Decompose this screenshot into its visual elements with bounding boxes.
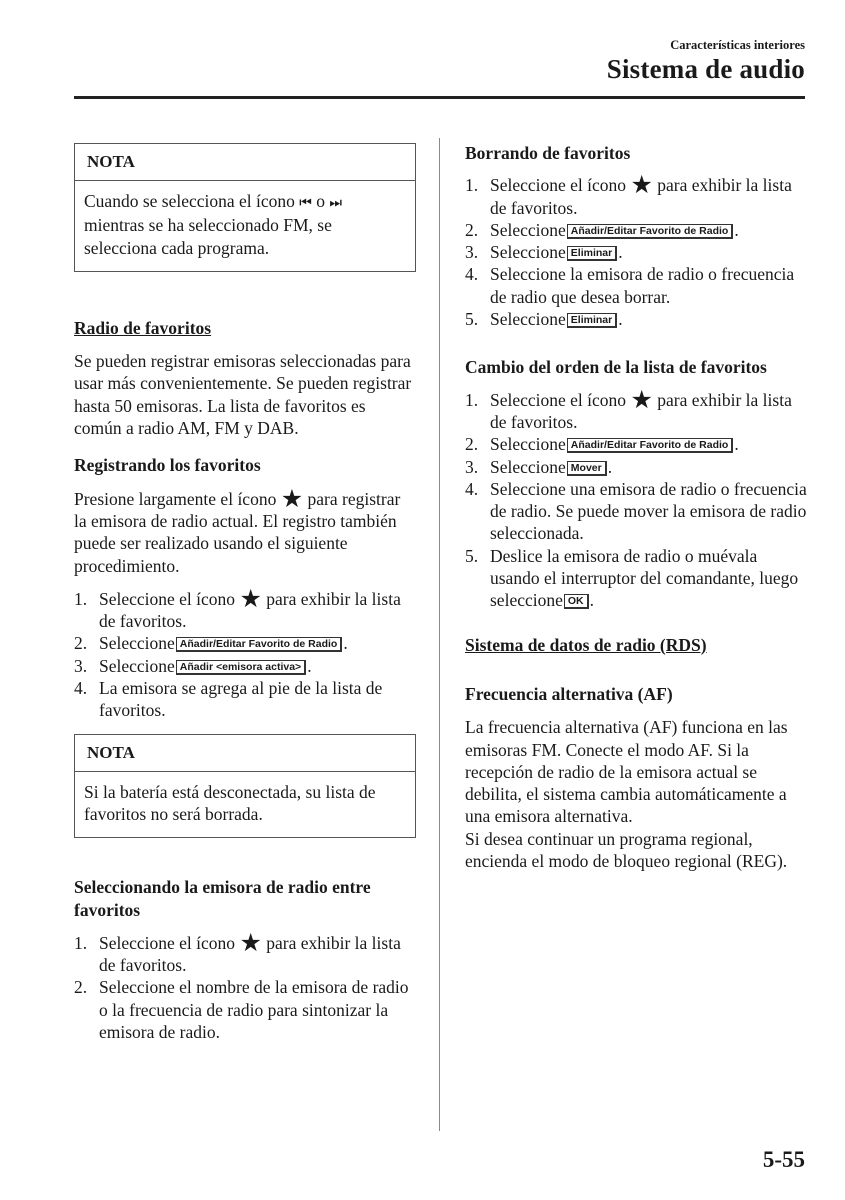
steps-list — [74, 585, 416, 722]
step-number: 2. — [465, 434, 479, 455]
step-number: 2. — [74, 977, 88, 998]
ok-button[interactable]: OK — [564, 594, 589, 609]
step-text: Seleccione — [490, 309, 566, 330]
step-text: . — [343, 633, 348, 654]
right-column — [465, 142, 810, 872]
step-number: 1. — [465, 389, 479, 410]
step-text: Seleccione — [490, 242, 566, 263]
step-number: 5. — [465, 545, 479, 566]
left-column — [74, 143, 416, 1043]
page-title: Sistema de audio — [606, 54, 805, 84]
step-text: . — [307, 655, 312, 676]
step-text: Seleccione el ícono — [490, 175, 627, 196]
star-icon: ★ — [630, 386, 653, 414]
delete-button[interactable]: Eliminar — [567, 246, 617, 261]
delete-button[interactable]: Eliminar — [567, 313, 617, 328]
step-number: 3. — [465, 242, 479, 263]
list-item — [74, 632, 416, 654]
nota-heading: NOTA — [75, 735, 415, 772]
step-text: para exhibir la lista de favoritos. — [490, 175, 792, 218]
subsection-heading: Seleccionando la emisora de radio entre favoritos — [74, 877, 371, 920]
step-text: . — [618, 309, 623, 330]
nota-text: mientras se ha seleccionado FM, se selecciona cada programa. — [84, 215, 332, 258]
step-text: Seleccione — [490, 219, 566, 240]
star-icon: ★ — [630, 172, 653, 200]
step-text: Seleccione la emisora de radio o frecuencia de radio que desea borrar. — [490, 264, 795, 307]
subsection-borrando — [465, 142, 810, 330]
list-item — [465, 308, 810, 330]
step-number: 5. — [465, 309, 479, 330]
star-icon: ★ — [239, 929, 262, 957]
page-number: 5-55 — [762, 1147, 805, 1172]
subsection-cambio — [465, 356, 810, 611]
nota-body — [75, 181, 415, 271]
step-number: 4. — [465, 478, 479, 499]
steps-list — [465, 386, 810, 612]
step-text: Seleccione el ícono — [99, 588, 236, 609]
step-text: . — [734, 219, 739, 240]
step-text: Seleccione el ícono — [490, 389, 627, 410]
step-text: para exhibir la lista de favoritos. — [99, 588, 401, 632]
move-button[interactable]: Mover — [567, 461, 607, 476]
paragraph: Se pueden registrar emisoras seleccionadas para usar más convenientemente. Se pueden registrar hasta 50 emisoras. La lista de favoritos es común a radio AM, FM y DAB. — [74, 351, 412, 439]
subsection-heading: Borrando de favoritos — [465, 143, 631, 163]
nota-box-2 — [74, 734, 416, 839]
step-number: 1. — [465, 175, 479, 196]
section-radio-favoritos — [74, 317, 416, 439]
step-text: . — [607, 456, 613, 477]
text: Presione largamente el ícono — [74, 488, 277, 509]
step-text: Seleccione — [99, 655, 175, 676]
nota-box-1 — [74, 143, 416, 272]
paragraph: La frecuencia alternativa (AF) funciona en las emisoras FM. Conecte el modo AF. Si la recepción de radio de la emisora actual se debilita, el sistema cambia automáticamente a una emisora alternativa. — [465, 717, 788, 827]
nota-heading: NOTA — [75, 144, 415, 181]
column-divider — [439, 138, 440, 1131]
steps-list — [74, 929, 416, 1043]
star-icon: ★ — [239, 585, 262, 613]
skip-back-icon: ⏮ — [299, 195, 312, 211]
list-item — [74, 976, 416, 1043]
add-edit-favorite-button[interactable]: Añadir/Editar Favorito de Radio — [567, 224, 734, 239]
add-edit-favorite-button[interactable]: Añadir/Editar Favorito de Radio — [176, 637, 343, 652]
step-text: Seleccione — [490, 456, 566, 477]
step-text: La emisora se agrega al pie de la lista de favoritos. — [99, 678, 383, 721]
list-item — [465, 263, 810, 308]
subsection-seleccionando — [74, 876, 416, 1043]
step-text: . — [589, 590, 594, 611]
list-item — [465, 433, 810, 455]
list-item — [465, 456, 810, 478]
step-text: Seleccione — [490, 434, 566, 455]
nota-text: o — [316, 191, 326, 211]
star-icon: ★ — [280, 485, 304, 513]
subsection-heading: Frecuencia alternativa (AF) — [465, 683, 673, 704]
subsection-heading: Registrando los favoritos — [74, 455, 261, 476]
section-heading-rds: Sistema de datos de radio (RDS) — [465, 634, 707, 655]
steps-list — [465, 174, 810, 330]
step-text: . — [734, 434, 739, 455]
nota-text: Cuando se selecciona el ícono — [84, 191, 295, 211]
step-number: 2. — [465, 219, 479, 240]
step-number: 1. — [74, 932, 88, 953]
step-text: Seleccione el ícono — [99, 932, 236, 953]
list-item — [465, 241, 810, 263]
step-text: para exhibir la lista de favoritos. — [99, 932, 401, 976]
subsection-af — [465, 683, 810, 872]
step-text: para exhibir la lista de favoritos. — [490, 389, 792, 432]
step-number: 1. — [74, 588, 88, 609]
list-item — [74, 929, 416, 977]
list-item — [465, 219, 810, 241]
step-text: . — [618, 242, 623, 263]
list-item — [465, 386, 810, 434]
paragraph — [74, 485, 416, 577]
list-item — [74, 677, 416, 722]
step-text: Seleccione el nombre de la emisora de radio o la frecuencia de radio para sintonizar la emisora de radio. — [99, 977, 409, 1043]
paragraph: Si desea continuar un programa regional, encienda el modo de bloqueo regional (REG). — [465, 828, 788, 872]
section-heading: Radio de favoritos — [74, 317, 212, 338]
step-number: 3. — [74, 655, 88, 676]
step-number: 4. — [465, 264, 479, 285]
text: para registrar la emisora de radio actual. El registro también puede ser realizado usando el siguiente procedimiento. — [74, 488, 401, 576]
subsection-heading: Cambio del orden de la lista de favoritos — [465, 357, 767, 378]
list-item — [465, 478, 810, 545]
step-number: 4. — [74, 678, 88, 699]
step-text: Seleccione — [99, 633, 175, 654]
list-item — [74, 585, 416, 633]
skip-forward-icon: ⏭ — [329, 195, 342, 211]
list-item — [465, 545, 810, 612]
step-number: 2. — [74, 633, 88, 654]
step-text: Deslice la emisora de radio o muévala usando el interruptor del comandante, luego seleccione — [490, 545, 799, 611]
nota-body: Si la batería está desconectada, su lista de favoritos no será borrada. — [84, 781, 376, 824]
header-section-label: Características interiores — [670, 38, 805, 52]
header-rule — [74, 96, 805, 99]
add-edit-favorite-button[interactable]: Añadir/Editar Favorito de Radio — [567, 438, 734, 453]
step-number: 3. — [465, 456, 479, 477]
step-text: Seleccione una emisora de radio o frecuencia de radio. Se puede mover la emisora de radio seleccionada. — [490, 478, 807, 544]
list-item — [74, 655, 416, 677]
list-item — [465, 174, 810, 219]
subsection-registrando — [74, 454, 416, 721]
add-current-station-button[interactable]: Añadir <emisora activa> — [176, 660, 306, 675]
